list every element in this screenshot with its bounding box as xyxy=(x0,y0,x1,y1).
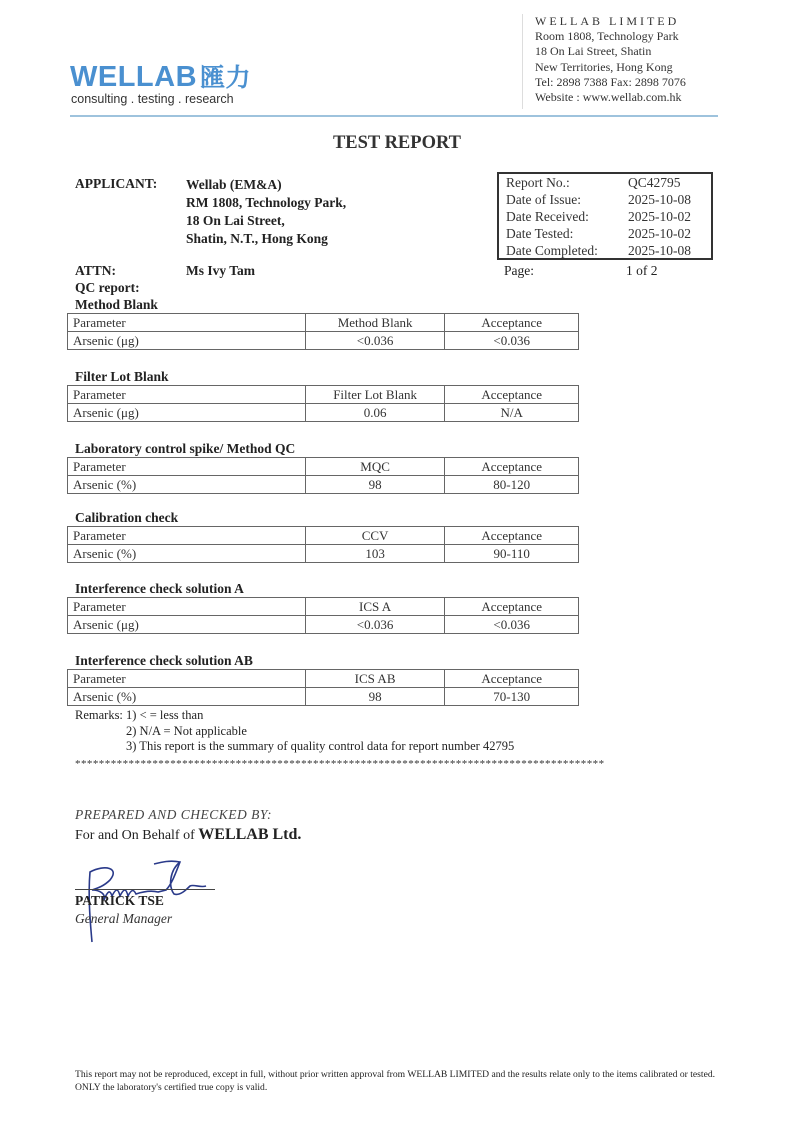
qc-report-label: QC report: xyxy=(75,280,140,295)
header-cell: Parameter xyxy=(68,527,306,545)
date-of-issue: 2025-10-08 xyxy=(628,192,691,207)
parameter-cell: Arsenic (%) xyxy=(68,476,306,494)
section-title-ics-ab: Interference check solution AB xyxy=(75,653,253,668)
address-line: New Territories, Hong Kong xyxy=(535,59,673,74)
table-header-row xyxy=(68,386,579,404)
result-cell: 98 xyxy=(305,476,445,494)
company-name: WELLAB LIMITED xyxy=(535,14,680,28)
page-label: Page: xyxy=(504,263,534,278)
table-row xyxy=(68,616,579,634)
on-behalf-line xyxy=(75,826,301,844)
page-number: 1 of 2 xyxy=(626,263,658,278)
applicant-label: APPLICANT: xyxy=(75,176,158,191)
header-cell: MQC xyxy=(305,458,445,476)
header-cell: Method Blank xyxy=(305,314,445,332)
date-completed: 2025-10-08 xyxy=(628,243,691,258)
header-cell: ICS A xyxy=(305,598,445,616)
separator-stars: ***************************************************************************************** xyxy=(75,758,605,770)
header-cell: Parameter xyxy=(68,670,306,688)
parameter-cell: Arsenic (μg) xyxy=(68,404,306,422)
table-row xyxy=(68,404,579,422)
header-cell: Acceptance xyxy=(445,670,579,688)
parameter-cell: Arsenic (%) xyxy=(68,688,306,706)
info-key: Date Completed: xyxy=(506,243,598,258)
result-cell: <0.036 xyxy=(305,616,445,634)
parameter-cell: Arsenic (%) xyxy=(68,545,306,563)
result-cell: 103 xyxy=(305,545,445,563)
signatory-role: General Manager xyxy=(75,911,173,926)
header-cell: Acceptance xyxy=(445,458,579,476)
logo-chinese-text: 匯力 xyxy=(200,64,252,92)
acceptance-cell: <0.036 xyxy=(445,332,579,350)
table-method-qc xyxy=(67,457,579,494)
attn-value: Ms Ivy Tam xyxy=(186,263,256,278)
table-ics-ab xyxy=(67,669,579,706)
company-address-block xyxy=(535,14,686,105)
section-title-method-blank: Method Blank xyxy=(75,297,158,312)
address-divider xyxy=(522,14,523,109)
header-divider xyxy=(70,115,718,117)
applicant-address xyxy=(186,176,346,248)
on-behalf-company: WELLAB Ltd. xyxy=(198,826,302,843)
table-row xyxy=(68,332,579,350)
header-cell: Acceptance xyxy=(445,386,579,404)
date-tested: 2025-10-02 xyxy=(628,226,691,241)
remark-line: 2) N/A = Not applicable xyxy=(126,723,247,738)
table-ics-a xyxy=(67,597,579,634)
table-header-row xyxy=(68,670,579,688)
header-cell: Acceptance xyxy=(445,598,579,616)
website-line: Website : www.wellab.com.hk xyxy=(535,90,682,105)
acceptance-cell: 70-130 xyxy=(445,688,579,706)
header-cell: CCV xyxy=(305,527,445,545)
result-cell: <0.036 xyxy=(305,332,445,350)
table-header-row xyxy=(68,527,579,545)
table-row xyxy=(68,545,579,563)
address-line: Room 1808, Technology Park xyxy=(535,29,679,44)
header-cell: Parameter xyxy=(68,458,306,476)
result-cell: 0.06 xyxy=(305,404,445,422)
acceptance-cell: 90-110 xyxy=(445,545,579,563)
footer-disclaimer: This report may not be reproduced, except in full, without prior written approval from WELLAB LIMITED and the results relate only to the items calibrated or tested. ONLY the laboratory's certified true copy is valid. xyxy=(75,1069,716,1093)
logo-tagline: consulting . testing . research xyxy=(71,92,234,106)
info-key: Date Tested: xyxy=(506,226,574,241)
header-cell: Parameter xyxy=(68,598,306,616)
date-received: 2025-10-02 xyxy=(628,209,691,224)
header-cell: Parameter xyxy=(68,314,306,332)
section-title-filter-lot-blank: Filter Lot Blank xyxy=(75,369,169,384)
remark-line: Remarks: 1) < = less than xyxy=(75,708,204,722)
applicant-line: Wellab (EM&A) xyxy=(186,177,282,192)
acceptance-cell: 80-120 xyxy=(445,476,579,494)
parameter-cell: Arsenic (μg) xyxy=(68,616,306,634)
table-header-row xyxy=(68,314,579,332)
contact-line: Tel: 2898 7388 Fax: 2898 7076 xyxy=(535,74,686,89)
section-title-method-qc: Laboratory control spike/ Method QC xyxy=(75,441,296,456)
signatory-name: PATRICK TSE xyxy=(75,893,164,908)
header-cell: ICS AB xyxy=(305,670,445,688)
logo-text: WELLAB xyxy=(70,61,198,93)
table-row xyxy=(68,476,579,494)
info-key: Date Received: xyxy=(506,209,589,224)
info-key: Date of Issue: xyxy=(506,192,581,207)
signature-line xyxy=(75,889,215,890)
table-filter-lot-blank xyxy=(67,385,579,422)
remarks xyxy=(75,708,514,755)
acceptance-cell: <0.036 xyxy=(445,616,579,634)
table-row xyxy=(68,688,579,706)
prepared-label: PREPARED AND CHECKED BY: xyxy=(75,807,272,822)
remark-line: 3) This report is the summary of quality control data for report number 42795 xyxy=(126,739,515,753)
header-cell: Filter Lot Blank xyxy=(305,386,445,404)
header-cell: Acceptance xyxy=(445,314,579,332)
page-title: TEST REPORT xyxy=(332,133,462,153)
company-logo xyxy=(70,58,251,94)
table-header-row xyxy=(68,458,579,476)
attn-label: ATTN: xyxy=(75,263,117,278)
on-behalf-prefix: For and On Behalf of xyxy=(75,828,199,843)
table-method-blank xyxy=(67,313,579,350)
table-calibration-check xyxy=(67,526,579,563)
applicant-line: Shatin, N.T., Hong Kong xyxy=(186,231,328,246)
parameter-cell: Arsenic (μg) xyxy=(68,332,306,350)
result-cell: 98 xyxy=(305,688,445,706)
applicant-line: 18 On Lai Street, xyxy=(186,213,285,228)
section-title-ics-a: Interference check solution A xyxy=(75,581,244,596)
header-cell: Acceptance xyxy=(445,527,579,545)
header-cell: Parameter xyxy=(68,386,306,404)
table-header-row xyxy=(68,598,579,616)
report-number: QC42795 xyxy=(628,175,681,190)
info-key: Report No.: xyxy=(506,175,570,190)
section-title-calibration-check: Calibration check xyxy=(75,510,179,525)
acceptance-cell: N/A xyxy=(445,404,579,422)
applicant-line: RM 1808, Technology Park, xyxy=(186,195,347,210)
address-line: 18 On Lai Street, Shatin xyxy=(535,44,652,59)
report-info-box xyxy=(497,172,713,260)
